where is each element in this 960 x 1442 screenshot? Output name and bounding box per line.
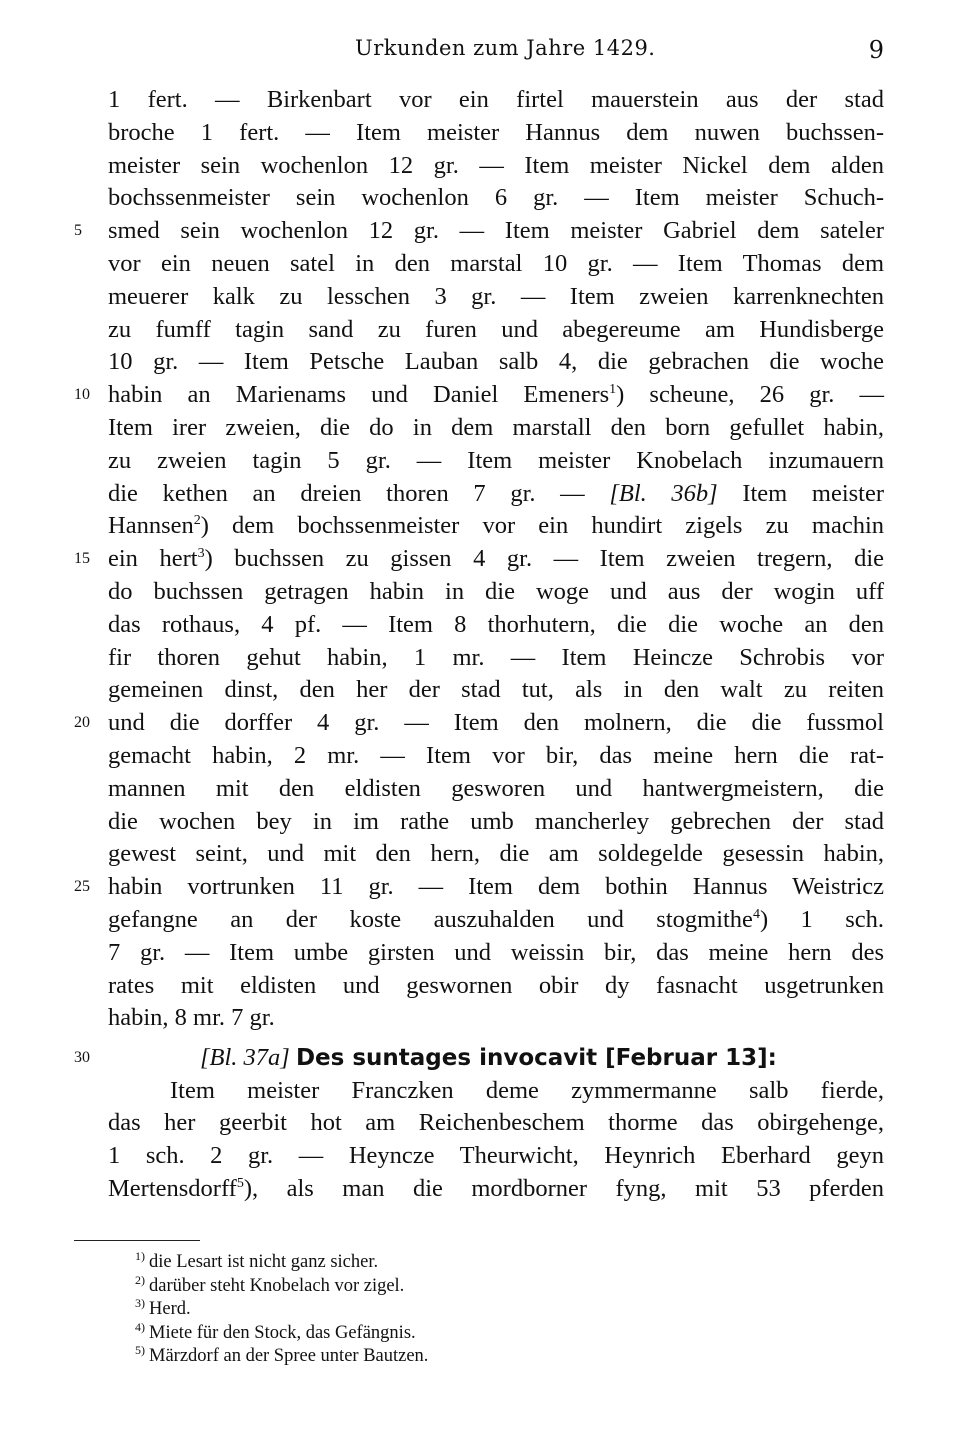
text-line: meister sein wochenlon 12 gr. — Item meister Nickel dem alden (108, 151, 884, 179)
footnote-text: Miete für den Stock, das Gefängnis. (149, 1322, 416, 1343)
text-line: habin vortrunken 11 gr. — Item dem bothin Hannus Weistricz (108, 873, 884, 901)
footnote-ref: 1 (609, 382, 617, 398)
heading-title: Des suntages invocavit [Februar 13]: (295, 1044, 777, 1071)
line-number: 10 (74, 386, 90, 404)
folio-ref: [Bl. 36b] (609, 479, 718, 507)
footnote-mark: 2) (135, 1272, 145, 1287)
text-line: 1 sch. 2 gr. — Heyncze Theurwicht, Heynrich Eberhard geyn (108, 1142, 884, 1170)
line-number: 25 (74, 878, 90, 896)
footnote (135, 1344, 428, 1368)
line-segment: ), als man die mordborner fyng, mit 53 pferden (243, 1174, 884, 1202)
text-line (108, 509, 884, 542)
text-line: das her geerbit hot am Reichenbeschem thorme das obirgehenge, (108, 1109, 884, 1137)
line-segment: ) scheune, 26 gr. — (616, 381, 884, 409)
text-line: fir thoren gehut habin, 1 mr. — Item Heincze Schrobis vor (108, 643, 884, 671)
line-segment: ) 1 sch. (759, 906, 884, 933)
text-line: rates mit eldisten und geswornen obir dy fasnacht usgetrunken (108, 971, 884, 999)
text-line: 1 fert. — Birkenbart vor ein firtel mauerstein aus der stad (108, 86, 884, 113)
line-segment: ) dem bochssenmeister vor ein hundirt zigels zu machin (200, 512, 884, 540)
footnote-text: die Lesart ist nicht ganz sicher. (149, 1252, 379, 1272)
folio-ref: [Bl. 37a] (200, 1043, 290, 1071)
footnote-mark: 1) (135, 1249, 145, 1263)
text-line: Item irer zweien, die do in dem marstall den born gefullet habin, (108, 414, 884, 441)
text-line: 10 gr. — Item Petsche Lauban salb 4, die gebrachen die woche (108, 348, 884, 376)
text-line: habin, 8 mr. 7 gr. (108, 1004, 275, 1032)
text-line (108, 542, 884, 575)
footnote (135, 1274, 404, 1298)
text-line: zu zweien tagin 5 gr. — Item meister Knobelach inzumauern (108, 446, 884, 474)
line-number: 20 (74, 714, 90, 732)
footnote-ref: 2 (193, 513, 201, 529)
footnote (135, 1297, 191, 1321)
footnote-rule (74, 1240, 200, 1241)
section-heading (200, 1041, 884, 1074)
line-segment: gefangne an der koste auszuhalden und stogmithe (108, 906, 753, 933)
text-line: mannen mit den eldisten gesworen und hantwergmeistern, die (108, 774, 884, 802)
line-segment: Mertensdorff (108, 1174, 237, 1202)
footnote-mark: 4) (135, 1319, 145, 1334)
text-line: und die dorffer 4 gr. — Item den molnern, die die fussmol (108, 709, 884, 737)
text-line: die wochen bey in im rathe umb mancherley gebrechen der stad (108, 807, 884, 835)
page-header (0, 36, 960, 66)
line-number: 15 (74, 550, 90, 568)
text-line: zu fumff tagin sand zu furen und abegereume am Hundisberge (108, 315, 884, 343)
text-line (108, 378, 884, 411)
text-line: gemeinen dinst, den her der stad tut, als in den walt zu reiten (108, 676, 884, 704)
text-line: Item meister Franczken deme zymmermanne salb fierde, (170, 1076, 884, 1104)
footnote (135, 1250, 378, 1274)
running-head: Urkunden zum Jahre 1429. (355, 36, 656, 60)
text-line: broche 1 fert. — Item meister Hannus dem nuwen buchssen- (108, 118, 884, 146)
line-segment: die kethen an dreien thoren 7 gr. — (108, 479, 610, 507)
text-line (108, 903, 884, 936)
footnote (135, 1321, 416, 1345)
footnote-mark: 5) (135, 1343, 145, 1357)
line-segment: Item meister (717, 479, 884, 507)
footnote-ref: 3 (197, 546, 205, 562)
text-line: das rothaus, 4 pf. — Item 8 thorhutern, die die woche an den (108, 610, 884, 638)
footnote-ref: 5 (236, 1175, 244, 1191)
text-line: vor ein neuen satel in den marstal 10 gr. — Item Thomas dem (108, 250, 884, 277)
line-segment: ) buchssen zu gissen 4 gr. — Item zweien tregern, die (204, 545, 884, 573)
text-line: gemacht habin, 2 mr. — Item vor bir, das meine hern die rat- (108, 742, 884, 769)
footnote-ref: 4 (752, 907, 760, 922)
line-number: 5 (74, 222, 82, 240)
line-segment: habin an Marienams und Daniel Emeners (108, 381, 610, 409)
footnote-text: Herd. (149, 1299, 191, 1319)
text-line: meuerer kalk zu lesschen 3 gr. — Item zweien karrenknechten (108, 282, 884, 310)
page-number: 9 (868, 36, 884, 64)
line-segment: ein hert (108, 545, 198, 573)
footnote-mark: 3) (135, 1296, 145, 1310)
text-line: bochssenmeister sein wochenlon 6 gr. — Item meister Schuch- (108, 184, 884, 212)
line-segment: Hannsen (108, 512, 194, 540)
text-line (108, 477, 884, 510)
text-line: do buchssen getragen habin in die woge und aus der wogin uff (108, 578, 884, 605)
footnote-text: Märzdorf an der Spree unter Bautzen. (149, 1346, 429, 1366)
text-line: 7 gr. — Item umbe girsten und weissin bir, das meine hern des (108, 938, 884, 966)
text-line (108, 1172, 884, 1205)
text-line: smed sein wochenlon 12 gr. — Item meister Gabriel dem sateler (108, 217, 884, 245)
text-line: gewest seint, und mit den hern, die am soldegelde gesessin habin, (108, 840, 884, 868)
line-number: 30 (74, 1048, 90, 1066)
footnote-text: darüber steht Knobelach vor zigel. (149, 1275, 405, 1296)
